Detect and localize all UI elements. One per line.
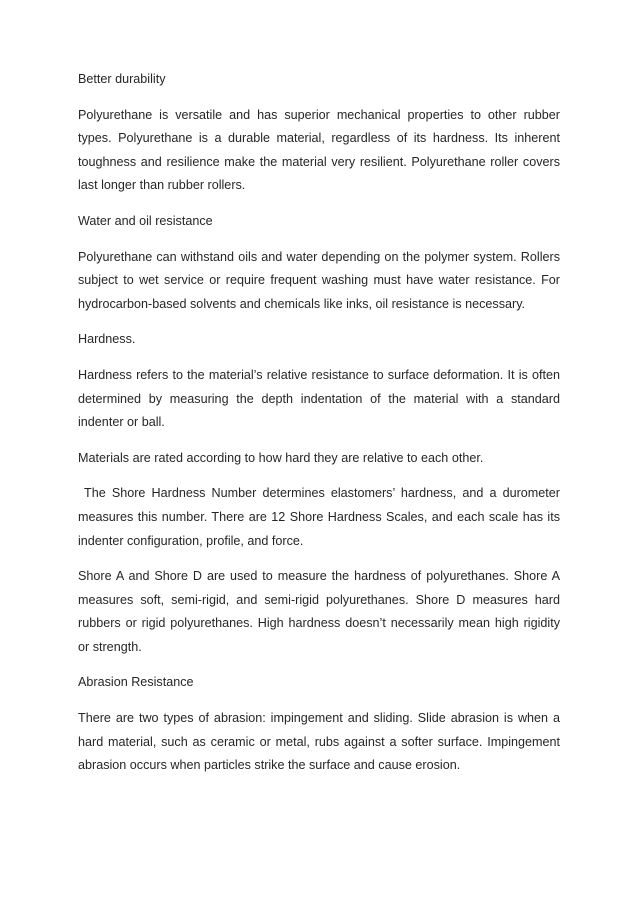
paragraph: Materials are rated according to how hard they are relative to each other. bbox=[78, 450, 484, 465]
section-heading: Water and oil resistance bbox=[78, 213, 213, 228]
section-heading: Abrasion Resistance bbox=[78, 675, 194, 690]
section-better-durability bbox=[78, 68, 560, 198]
section-water-oil-resistance bbox=[78, 210, 560, 316]
section-hardness bbox=[78, 328, 560, 659]
section-abrasion-resistance bbox=[78, 671, 560, 777]
paragraph: Hardness refers to the material’s relative resistance to surface deformation. It is often determined by measuring the depth indentation of the material with a standard indenter or ball. bbox=[78, 367, 560, 430]
paragraph: The Shore Hardness Number determines elastomers’ hardness, and a durometer measures this number. There are 12 Shore Hardness Scales, and each scale has its indenter configuration, profile, and force. bbox=[78, 486, 560, 548]
paragraph: Polyurethane can withstand oils and water depending on the polymer system. Rollers subject to wet service or require frequent washing must have water resistance. For hydrocarbon-based solvents and chemicals like inks, oil resistance is necessary. bbox=[78, 249, 560, 311]
paragraph: Shore A and Shore D are used to measure the hardness of polyurethanes. Shore A measures soft, semi-rigid, and semi-rigid polyurethanes. Shore D measures hard rubbers or rigid polyurethanes. High hardness doesn’t necessarily mean high rigidity or strength. bbox=[78, 569, 560, 654]
paragraph: There are two types of abrasion: impingement and sliding. Slide abrasion is when a hard material, such as ceramic or metal, rubs against a softer surface. Impingement abrasion occurs when particles strike the surface and cause erosion. bbox=[78, 711, 560, 773]
paragraph: Polyurethane is versatile and has superior mechanical properties to other rubber types. Polyurethane is a durable material, regardless of its hardness. Its inherent toughness and resilience make the material very resilient. Polyurethane roller covers last longer than rubber rollers. bbox=[78, 107, 560, 193]
document-page bbox=[78, 68, 560, 790]
section-heading: Hardness. bbox=[78, 332, 136, 347]
section-heading: Better durability bbox=[78, 72, 166, 86]
